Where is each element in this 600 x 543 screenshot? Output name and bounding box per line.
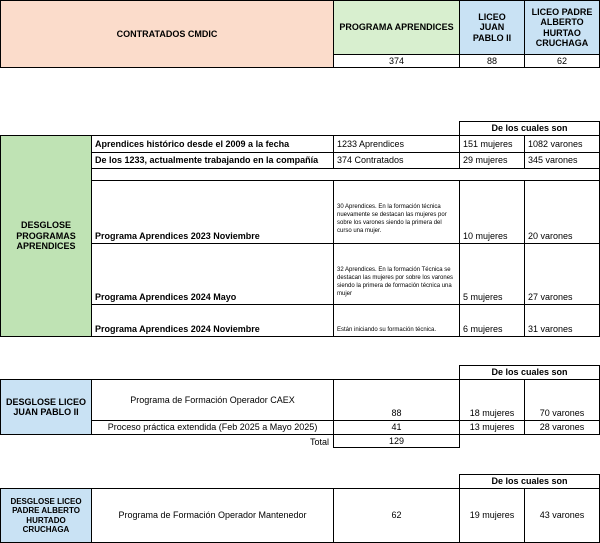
hurtado-de-los-cuales: De los cuales son (459, 474, 600, 489)
hurtado-row-value: 62 (333, 488, 460, 543)
programas-row-label: Programa Aprendices 2024 Mayo (91, 243, 334, 305)
hurtado-side-label: DESGLOSE LICEO PADRE ALBERTO HURTADO CRUCHAGA (0, 488, 92, 543)
programas-row-varones: 1082 varones (524, 135, 600, 153)
juan-pablo-side-label: DESGLOSE LICEO JUAN PABLO II (0, 379, 92, 435)
programa-aprendices-value: 374 (333, 54, 460, 68)
programa-aprendices-header: PROGRAMA APRENDICES (333, 0, 460, 55)
programas-row-label: Aprendices histórico desde el 2009 a la fecha (91, 135, 334, 153)
juan-pablo-total-label: Total (309, 436, 329, 447)
juan-pablo-row-label: Programa de Formación Operador CAEX (91, 379, 334, 421)
hurtado-row-mujeres: 19 mujeres (459, 488, 525, 543)
programas-row-desc: 1233 Aprendices (333, 135, 460, 153)
programas-row-mujeres: 151 mujeres (459, 135, 525, 153)
programas-row-varones: 20 varones (524, 180, 600, 244)
programas-de-los-cuales: De los cuales son (459, 121, 600, 136)
programas-row-varones: 345 varones (524, 152, 600, 169)
programas-row-mujeres: 10 mujeres (459, 180, 525, 244)
juan-pablo-row-varones: 70 varones (524, 379, 600, 421)
juan-pablo-total-value: 129 (333, 434, 460, 448)
programas-row-desc: 32 Aprendices. En la formación Técnica se destacan las mujeres por sobre los varones siendo la primera de formación técnica una mujer (333, 243, 460, 305)
programas-row-desc: 30 Aprendices. En la formación técnica nuevamente se destacan las mujeres por sobre los varones siendo la primera del curso una mujer. (333, 180, 460, 244)
contratados-header: CONTRATADOS CMDIC (0, 0, 334, 68)
juan-pablo-row-value: 88 (333, 379, 460, 421)
programas-row-varones: 27 varones (524, 243, 600, 305)
programas-row-desc: Están iniciando su formación técnica. (333, 304, 460, 337)
hurtado-row-label: Programa de Formación Operador Mantenedor (91, 488, 334, 543)
liceo-juan-pablo-value: 88 (459, 54, 525, 68)
programas-side-label: DESGLOSE PROGRAMAS APRENDICES (0, 135, 92, 337)
juan-pablo-row-mujeres: 18 mujeres (459, 379, 525, 421)
programas-row-mujeres: 6 mujeres (459, 304, 525, 337)
programas-row-desc: 374 Contratados (333, 152, 460, 169)
liceo-hurtado-header: LICEO PADRE ALBERTO HURTAO CRUCHAGA (524, 0, 600, 55)
juan-pablo-row-mujeres: 13 mujeres (459, 420, 525, 435)
programas-row-label: Programa Aprendices 2023 Noviembre (91, 180, 334, 244)
liceo-hurtado-value: 62 (524, 54, 600, 68)
programas-row-label: De los 1233, actualmente trabajando en la compañía (91, 152, 334, 169)
liceo-juan-pablo-header: LICEO JUAN PABLO II (459, 0, 525, 55)
programas-row-mujeres: 5 mujeres (459, 243, 525, 305)
juan-pablo-row-value: 41 (333, 420, 460, 435)
programas-row-varones: 31 varones (524, 304, 600, 337)
juan-pablo-de-los-cuales: De los cuales son (459, 365, 600, 380)
juan-pablo-row-varones: 28 varones (524, 420, 600, 435)
hurtado-row-varones: 43 varones (524, 488, 600, 543)
juan-pablo-row-label: Proceso práctica extendida (Feb 2025 a Mayo 2025) (91, 420, 334, 435)
programas-row-mujeres: 29 mujeres (459, 152, 525, 169)
programas-row-label: Programa Aprendices 2024 Noviembre (91, 304, 334, 337)
